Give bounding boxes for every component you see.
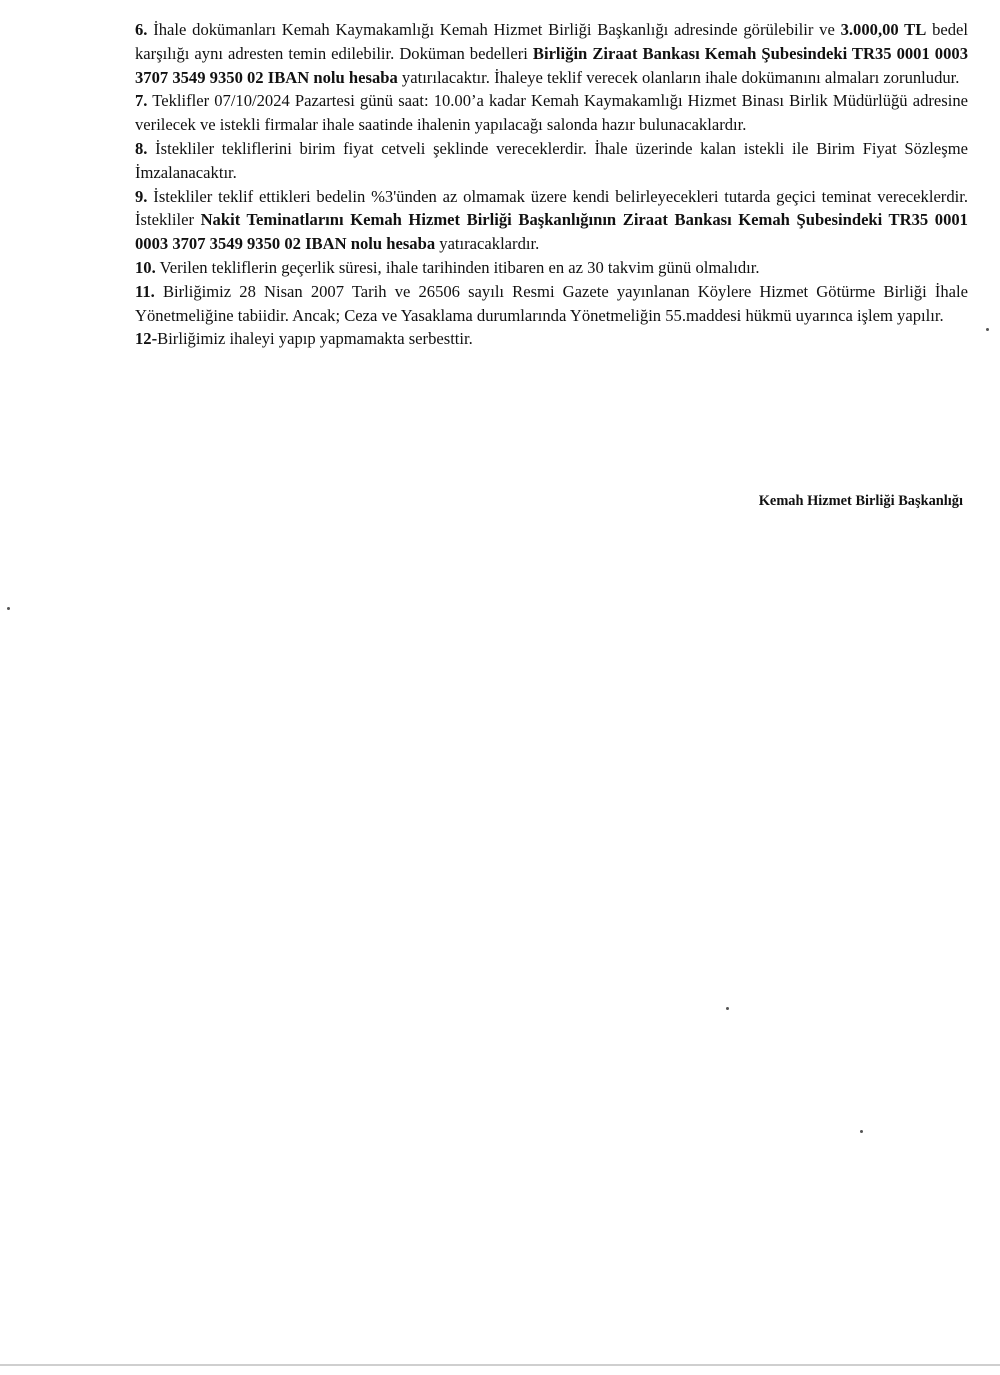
clause-text: Birliğimiz 28 Nisan 2007 Tarih ve 26506 sayılı Resmi Gazete yayınlanan Köylere Hizmet Götürme Birliği İhale Yönetmeliğine tabiidir. Ancak; Ceza ve Yasaklama durumlarında Yönetmeliğin 55.maddesi hükmü uyarınca işlem yapılır.	[135, 281, 968, 325]
signature-block: Kemah Hizmet Birliği Başkanlığı	[758, 493, 963, 509]
clause-12	[135, 327, 968, 351]
clause-text: İstekliler teklif ettikleri bedelin %3'ünden az olmamak üzere kendi belirleyecekleri tutarda geçici teminat vereceklerdir. İstekliler	[135, 186, 968, 230]
clause-number: 9.	[135, 186, 148, 206]
clause-9	[135, 185, 968, 256]
document-fee: 3.000,00 TL	[840, 20, 927, 39]
clause-text: Verilen tekliflerin geçerlik süresi, ihale tarihinden itibaren en az 30 takvim günü olmalıdır.	[155, 257, 760, 277]
clause-number: 11.	[135, 281, 155, 301]
clause-number: 6.	[135, 20, 148, 39]
clause-number: 8.	[135, 138, 148, 158]
clause-number: 12-	[135, 329, 158, 349]
scan-edge-line	[0, 1364, 1000, 1366]
clause-6	[135, 18, 968, 89]
scan-speck	[7, 607, 10, 610]
scan-speck	[986, 328, 989, 331]
clause-text: yatıracaklardır.	[435, 234, 540, 254]
scan-speck	[726, 1007, 729, 1010]
clause-text: Birliğimiz ihaleyi yapıp yapmamakta serbesttir.	[157, 329, 473, 349]
clause-7	[135, 89, 968, 137]
clause-number: 10.	[135, 257, 156, 277]
clause-text: İstekliler tekliflerini birim fiyat cetveli şeklinde vereceklerdir. İhale üzerinde kalan istekli ile Birim Fiyat Sözleşme İmzalanacaktır.	[135, 138, 968, 182]
bank-account: Birliğin Ziraat Bankası Kemah Şubesindeki TR35 0001 0003 3707 3549 9350 02 IBAN nolu hesaba	[135, 43, 968, 87]
clause-8	[135, 137, 968, 185]
bank-account: Nakit Teminatlarını Kemah Hizmet Birliği Başkanlığının Ziraat Bankası Kemah Şubesindeki TR35 0001 0003 3707 3549 9350 02 IBAN nolu hesaba	[135, 210, 968, 254]
scan-speck	[860, 1130, 863, 1133]
clause-11	[135, 280, 968, 328]
clause-text: İhale dokümanları Kemah Kaymakamlığı Kemah Hizmet Birliği Başkanlığı adresinde görülebilir ve	[147, 20, 841, 39]
clause-number: 7.	[135, 91, 148, 111]
clause-10	[135, 256, 968, 280]
clause-text: yatırılacaktır. İhaleye teklif verecek olanların ihale dokümanını almaları zorunludur.	[397, 67, 960, 87]
clause-text: Teklifler 07/10/2024 Pazartesi günü saat: 10.00’a kadar Kemah Kaymakamlığı Hizmet Binası Birlik Müdürlüğü adresine verilecek ve istekli firmalar ihale saatinde ihalenin yapılacağı salonda hazır bulunacaklardır.	[135, 91, 968, 135]
clause-text: bedel karşılığı aynı adresten temin edilebilir. Doküman bedelleri	[135, 20, 969, 63]
announcement-body	[135, 18, 968, 351]
